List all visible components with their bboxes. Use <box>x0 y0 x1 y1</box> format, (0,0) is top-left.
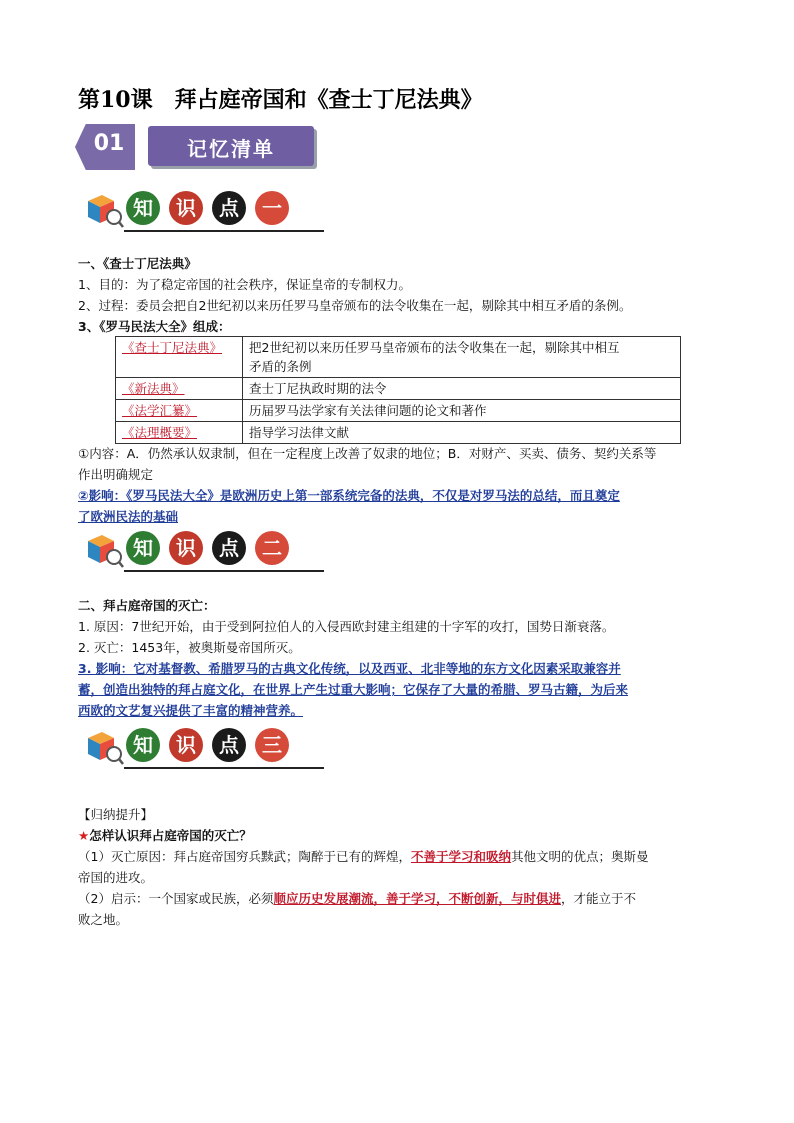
knowledge-point-3-header <box>84 724 344 768</box>
summary-question: ★怎样认识拜占庭帝国的灭亡？ <box>78 828 252 843</box>
kp-number-badge: 一 <box>255 191 289 225</box>
kp-underline <box>124 767 324 769</box>
kp-shi-badge: 识 <box>169 191 203 225</box>
section-1-line-3: 3、《罗马民法大全》组成： <box>78 319 231 334</box>
table-row <box>116 422 681 444</box>
table-cell-name: 《法学汇纂》 <box>116 400 243 422</box>
kp-underline <box>124 230 324 232</box>
kp-dian-badge: 点 <box>212 728 246 762</box>
section-2-line-2: 2. 灭亡：1453年，被奥斯曼帝国所灭。 <box>78 640 301 655</box>
table-cell-name: 《新法典》 <box>116 378 243 400</box>
summary-heading: 【归纳提升】 <box>78 807 154 822</box>
highlight-phrase: 不善于学习和吸纳 <box>410 849 511 864</box>
civil-law-table <box>115 336 681 444</box>
summary-reason-line-1: （1）灭亡原因：拜占庭帝国穷兵黩武；陶醉于已有的辉煌，不善于学习和吸纳其他文明的优点；奥斯曼 <box>78 849 649 864</box>
section-2-heading: 二、拜占庭帝国的灭亡： <box>78 598 216 613</box>
cube-icon <box>84 529 124 569</box>
lesson-name: 拜占庭帝国和《查士丁尼法典》 <box>174 87 483 113</box>
kp-number-badge: 三 <box>255 728 289 762</box>
kp-zhi-badge: 知 <box>126 531 160 565</box>
kp-zhi-badge: 知 <box>126 728 160 762</box>
section-2-line-1: 1. 原因：7世纪开始，由于受到阿拉伯人的入侵西欧封建主组建的十字军的攻打，国势日渐衰落。 <box>78 619 615 634</box>
impact-line-1: ②影响：《罗马民法大全》是欧洲历史上第一部系统完备的法典，不仅是对罗马法的总结，而且奠定 <box>78 488 620 503</box>
section-1-line-1: 1、目的：为了稳定帝国的社会秩序，保证皇帝的专制权力。 <box>78 277 411 292</box>
page-title <box>78 83 483 114</box>
banner-label: 记忆清单 <box>187 137 275 161</box>
kp-shi-badge: 识 <box>169 728 203 762</box>
content-line-2: 作出明确规定 <box>78 467 154 482</box>
content-line-1: ①内容：A．仍然承认奴隶制，但在一定程度上改善了奴隶的地位；B．对财产、买卖、债务、契约关系等 <box>78 446 657 461</box>
section-2-impact-2: 蓄，创造出独特的拜占庭文化，在世界上产生过重大影响；它保存了大量的希腊、罗马古籍，为后来 <box>78 682 629 697</box>
summary-reason-line-2: 帝国的进攻。 <box>78 870 154 885</box>
cube-icon <box>84 726 124 766</box>
table-cell-desc: 指导学习法律文献 <box>243 422 681 444</box>
banner-number: 01 <box>93 131 125 156</box>
cube-icon <box>84 189 124 229</box>
kp-shi-badge: 识 <box>169 531 203 565</box>
kp-underline <box>124 570 324 572</box>
table-cell-name: 《法理概要》 <box>116 422 243 444</box>
table-cell-desc: 查士丁尼执政时期的法令 <box>243 378 681 400</box>
knowledge-point-2-header <box>84 527 344 571</box>
kp-dian-badge: 点 <box>212 191 246 225</box>
table-row <box>116 378 681 400</box>
section-2-impact-3: 西欧的文艺复兴提供了丰富的精神营养。 <box>78 703 304 718</box>
lesson-number: 第10课 <box>78 87 153 113</box>
summary-lesson-line-2: 败之地。 <box>78 912 129 927</box>
kp-zhi-badge: 知 <box>126 191 160 225</box>
section-1-heading: 一、《查士丁尼法典》 <box>78 256 197 271</box>
knowledge-point-1-header <box>84 187 344 231</box>
section-2-impact-1: 3. 影响：它对基督教、希腊罗马的古典文化传统，以及西亚、北非等地的东方文化因素采取兼容并 <box>78 661 621 676</box>
table-cell-desc: 历届罗马法学家有关法律问题的论文和著作 <box>243 400 681 422</box>
table-cell-name: 《查士丁尼法典》 <box>116 337 243 378</box>
impact-line-2: 了欧洲民法的基础 <box>78 509 179 524</box>
table-row <box>116 337 681 378</box>
table-row <box>116 400 681 422</box>
kp-dian-badge: 点 <box>212 531 246 565</box>
summary-lesson-line-1: （2）启示：一个国家或民族，必须顺应历史发展潮流，善于学习，不断创新，与时俱进，才能立于不 <box>78 891 636 906</box>
section-1-line-2: 2、过程：委员会把自2世纪初以来历任罗马皇帝颁布的法令收集在一起，剔除其中相互矛盾的条例。 <box>78 298 632 313</box>
star-icon: ★ <box>78 828 90 843</box>
kp-number-badge: 二 <box>255 531 289 565</box>
table-cell-desc: 把2世纪初以来历任罗马皇帝颁布的法令收集在一起，剔除其中相互 矛盾的条例 <box>243 337 681 378</box>
highlight-phrase: 顺应历史发展潮流，善于学习，不断创新，与时俱进 <box>273 891 561 906</box>
